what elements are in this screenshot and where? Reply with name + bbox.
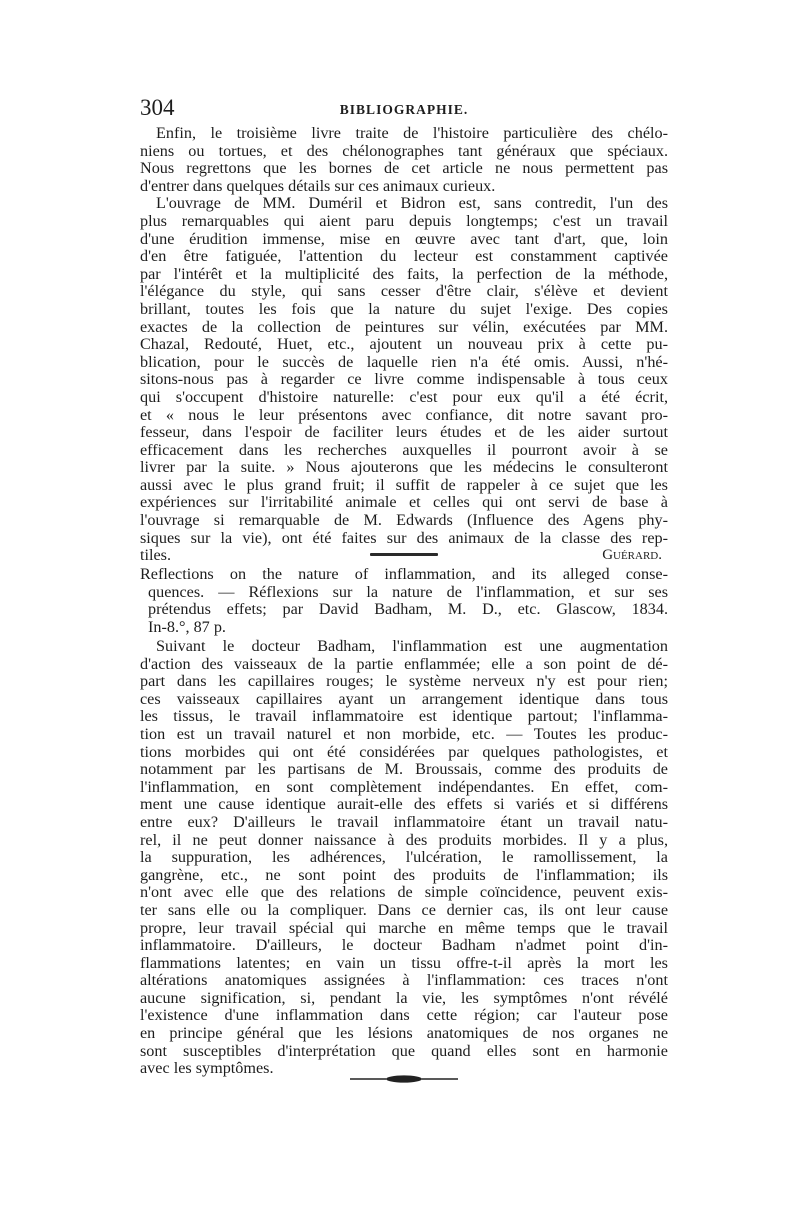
text-line: niens ou tortues, et des chélonographes tant généraux que spéciaux. xyxy=(140,142,668,160)
text-line: rel, il ne peut donner naissance à des produits morbides. Il y a plus, xyxy=(140,831,668,849)
author-signature: Guérard. xyxy=(602,547,662,564)
text-line: l'élégance du style, qui sans cesser d'être clair, s'élève et devient xyxy=(140,283,668,301)
text-line: In-8.°, 87 p. xyxy=(148,618,226,636)
text-line: Enfin, le troisième livre traite de l'histoire particulière des chélo- xyxy=(156,125,668,142)
end-ornament xyxy=(350,1074,458,1084)
text-line: tions morbides qui ont été considérées par quelques pathologistes, et xyxy=(140,743,668,761)
text-line: siques sur la vie), ont été faites sur des animaux de la classe des rep- xyxy=(140,529,668,547)
text-line: qui s'occupent d'histoire naturelle: c'est pour eux qu'il a été écrit, xyxy=(140,388,668,406)
text-line: fesseur, dans l'espoir de faciliter leurs études et de les aider surtout xyxy=(140,424,668,442)
text-line: ter sans elle ou la compliquer. Dans ce dernier cas, ils ont leur cause xyxy=(140,901,668,919)
text-line: l'ouvrage si remarquable de M. Edwards (Influence des Agens phy- xyxy=(140,512,668,530)
text-line: Reflections on the nature of inflammation, and its alleged conse- xyxy=(140,566,668,583)
page-header xyxy=(140,95,668,121)
text-line: l'existence d'une inflammation dans cette région; car l'auteur pose xyxy=(140,1007,668,1025)
text-line: Nous regrettons que les bornes de cet article ne nous permettent pas xyxy=(140,160,668,178)
text-line: inflammatoire. D'ailleurs, le docteur Badham n'admet point d'in- xyxy=(140,937,668,955)
text-line: part dans les capillaires rouges; le système nerveux n'y est pour rien; xyxy=(140,673,668,691)
text-line: l'inflammation, en sont complètement indépendantes. En effet, com- xyxy=(140,778,668,796)
text-line: ment une cause identique aurait-elle des effets si variés et si différens xyxy=(140,796,668,814)
text-line: brillant, toutes les fois que la nature du sujet l'exige. Des copies xyxy=(140,300,668,318)
text-line: entre eux? D'ailleurs le travail inflammatoire étant un travail natu- xyxy=(140,813,668,831)
text-line: livrer par la suite. » Nous ajouterons que les médecins le consulteront xyxy=(140,459,668,477)
review-badham-text xyxy=(140,638,668,1078)
text-line: propre, leur travail spécial qui marche en même temps que le travail xyxy=(140,919,668,937)
text-line: quences. — Réflexions sur la nature de l'inflammation, et sur ses xyxy=(148,583,668,601)
review-guerard-text xyxy=(140,125,668,565)
text-line: n'ont avec elle que des relations de simple coïncidence, peuvent exis- xyxy=(140,884,668,902)
text-line: en principe général que les lésions anatomiques de nos organes ne xyxy=(140,1025,668,1043)
text-line: avec les symptômes. xyxy=(140,1060,274,1078)
text-line: notamment par les partisans de M. Broussais, comme des produits de xyxy=(140,761,668,779)
text-line: L'ouvrage de MM. Duméril et Bidron est, sans contredit, l'un des xyxy=(156,195,668,213)
text-line: Suivant le docteur Badham, l'inflammation est une augmentation xyxy=(156,638,668,655)
citation-block xyxy=(140,566,668,636)
text-line: les tissus, le travail inflammatoire est identique partout; l'inflamma- xyxy=(140,708,668,726)
text-line: sitons-nous pas à regarder ce livre comme indispensable à tous ceux xyxy=(140,371,668,389)
text-line: et « nous le leur présentons avec confiance, dit notre savant pro- xyxy=(140,406,668,424)
text-line: blication, pour le succès de laquelle rien n'a été omis. Aussi, n'hé- xyxy=(140,353,668,371)
page-number: 304 xyxy=(140,95,175,120)
text-line: tion est un travail naturel et non morbide, etc. — Toutes les produc- xyxy=(140,725,668,743)
text-line: Chazal, Redouté, Huet, etc., ajoutent un nouveau prix à cette pu- xyxy=(140,336,668,354)
text-line: ces vaisseaux capillaires ayant un arrangement identique dans tous xyxy=(140,690,668,708)
text-line: expériences sur l'irritabilité animale et celles qui ont servi de base à xyxy=(140,494,668,512)
text-line: gangrène, etc., ne sont point des produits de l'inflammation; ils xyxy=(140,866,668,884)
text-line: aussi avec le plus grand fruit; il suffit de rappeler à ce sujet que les xyxy=(140,476,668,494)
text-line: altérations anatomiques assignées à l'inflammation: ces traces n'ont xyxy=(140,972,668,990)
section-divider-rule xyxy=(370,553,438,556)
text-line: sont susceptibles d'interprétation que quand elles sont en harmonie xyxy=(140,1042,668,1060)
text-line: tiles. Guérard. xyxy=(140,547,662,565)
text-line: d'une érudition immense, mise en œuvre avec tant d'art, que, loin xyxy=(140,230,668,248)
text-line: plus remarquables qui aient paru depuis longtemps; c'est un travail xyxy=(140,212,668,230)
text-line: par l'intérêt et la multiplicité des faits, la perfection de la méthode, xyxy=(140,265,668,283)
text-line: flammations latentes; en vain un tissu offre-t-il après la mort les xyxy=(140,954,668,972)
text-line: exactes de la collection de peintures sur vélin, exécutées par MM. xyxy=(140,318,668,336)
text-line: la suppuration, les adhérences, l'ulcération, le ramollissement, la xyxy=(140,849,668,867)
text-line: efficacement dans les recherches auxquelles il pourront avoir à se xyxy=(140,441,668,459)
text-line: d'entrer dans quelques détails sur ces animaux curieux. xyxy=(140,177,496,195)
text-line: d'en être fatiguée, l'attention du lecteur est constamment captivée xyxy=(140,248,668,266)
text-line: d'action des vaisseaux de la partie enflammée; elle a son point de dé- xyxy=(140,655,668,673)
text-line: aucune signification, si, pendant la vie, les symptômes n'ont révélé xyxy=(140,989,668,1007)
text-line: prétendus effets; par David Badham, M. D., etc. Glascow, 1834. xyxy=(148,601,668,619)
running-head: BIBLIOGRAPHIE. xyxy=(339,102,469,117)
